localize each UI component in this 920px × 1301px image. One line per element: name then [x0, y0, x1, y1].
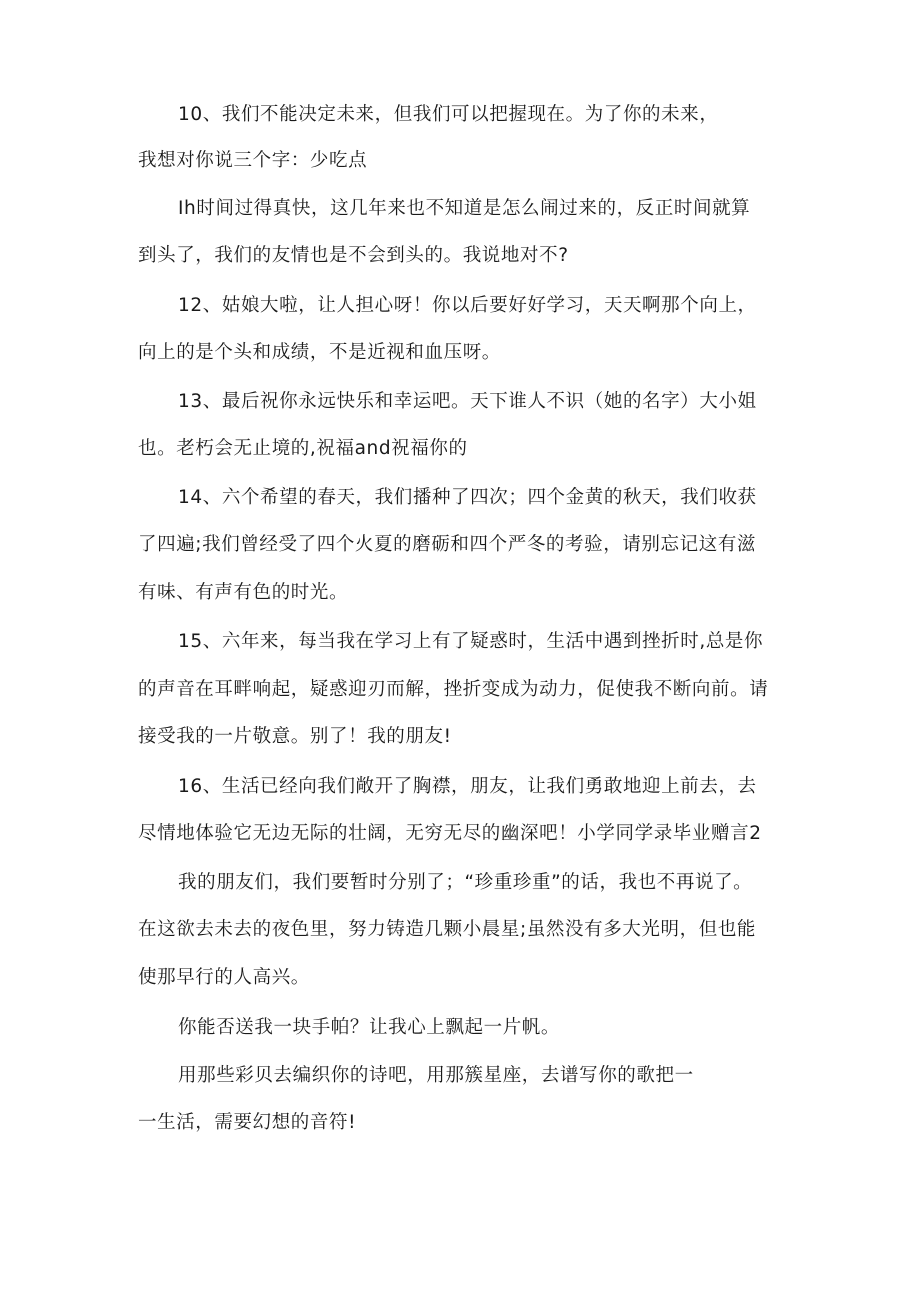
paragraph-14-line-2: 了四遍;我们曾经受了四个火夏的磨砺和四个严冬的考验，请别忘记这有滋	[138, 534, 757, 555]
paragraph-11-line-2: 到头了，我们的友情也是不会到头的。我说地对不?	[138, 245, 569, 266]
paragraph-16-line-2: 尽情地体验它无边无际的壮阔，无穷无尽的幽深吧！小学同学录毕业赠言2	[138, 823, 762, 844]
paragraph-12-line-1: 12、姑娘大啦，让人担心呀！你以后要好好学习，天天啊那个向上，	[178, 295, 757, 316]
paragraph-15-line-3: 接受我的一片敬意。别了！我的朋友!	[138, 726, 452, 747]
paragraph-15-line-1: 15、六年来，每当我在学习上有了疑惑时，生活中遇到挫折时,总是你	[178, 631, 764, 652]
paragraph-10-line-2: 我想对你说三个字：少吃点	[138, 150, 368, 171]
paragraph-13-line-1: 13、最后祝你永远快乐和幸运吧。天下谁人不识（她的名字）大小姐	[178, 391, 757, 412]
paragraph-10-line-1: 10、我们不能决定未来，但我们可以把握现在。为了你的未来，	[178, 104, 719, 125]
paragraph-11-line-1: Ih时间过得真快，这几年来也不知道是怎么闹过来的，反正时间就算	[178, 198, 751, 219]
paragraph-17-line-1: 我的朋友们，我们要暂时分别了；“珍重珍重”的话，我也不再说了。	[178, 872, 753, 893]
paragraph-14-line-3: 有味、有声有色的时光。	[138, 582, 349, 603]
paragraph-13-line-2: 也。老朽会无止境的,祝福and祝福你的	[138, 438, 468, 459]
paragraph-14-line-1: 14、六个希望的春天，我们播种了四次；四个金黄的秋天，我们收获	[178, 487, 757, 508]
paragraph-19-line-1: 用那些彩贝去编织你的诗吧，用那簇星座，去谱写你的歌把一	[178, 1065, 694, 1086]
paragraph-16-line-1: 16、生活已经向我们敞开了胸襟，朋友，让我们勇敢地迎上前去，去	[178, 776, 757, 797]
paragraph-15-line-2: 的声音在耳畔响起，疑惑迎刃而解，挫折变成为动力，促使我不断向前。请	[138, 679, 769, 700]
paragraph-17-line-3: 使那早行的人高兴。	[138, 967, 310, 988]
paragraph-17-line-2: 在这欲去未去的夜色里，努力铸造几颗小晨星;虽然没有多大光明，但也能	[138, 919, 757, 940]
paragraph-12-line-2: 向上的是个头和成绩，不是近视和血压呀。	[138, 342, 501, 363]
paragraph-18-line-1: 你能否送我一块手帕？让我心上飘起一片帆。	[178, 1017, 561, 1038]
paragraph-19-line-2: 一生活，需要幻想的音符!	[138, 1112, 357, 1133]
